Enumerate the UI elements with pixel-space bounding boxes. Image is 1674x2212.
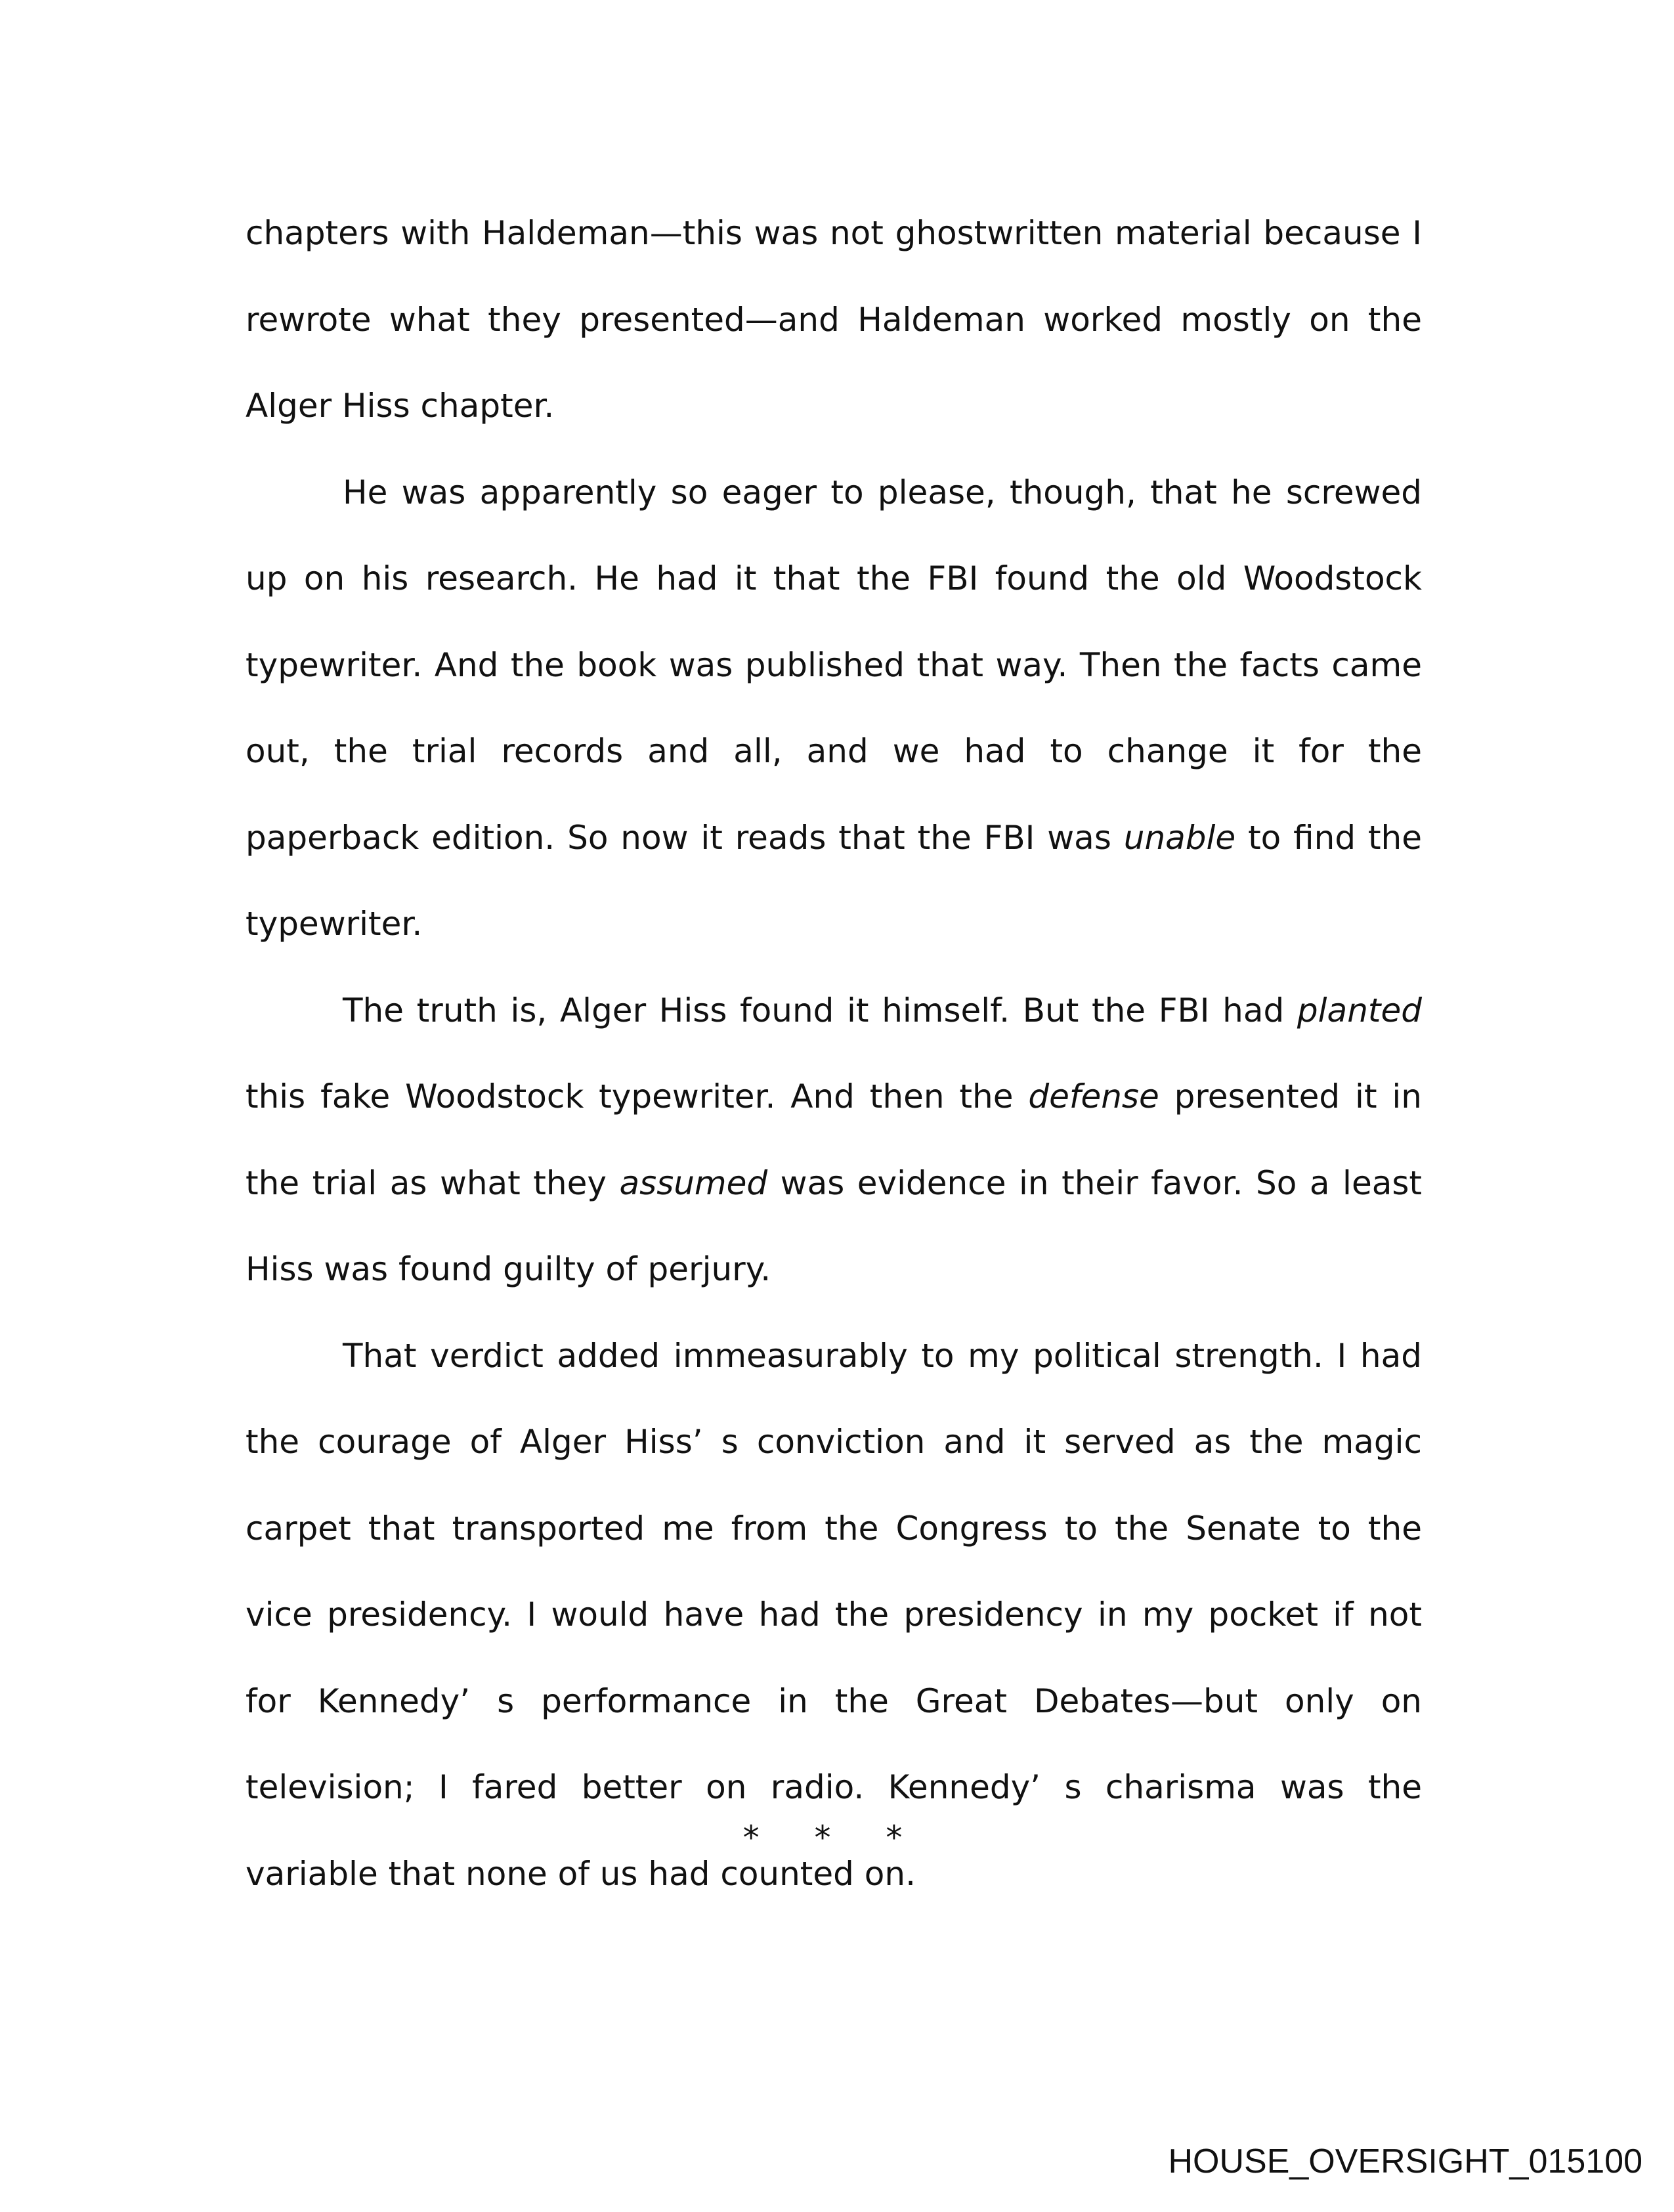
paragraph-3 [246,968,1422,1313]
paragraph-text: chapters with Haldeman—this was not ghostwritten material because I rewrote what they presented—and Haldeman worked mostly on the Alger Hiss chapter. [246,214,1422,425]
emphasis-text: assumed [619,1163,768,1202]
bates-number: HOUSE_OVERSIGHT_015100 [1168,2142,1642,2180]
paragraph-text: That verdict added immeasurably to my political strength. I had the courage of Alger Hiss’ s conviction and it served as the magic carpet that transported me from the Congress to the Senate to the vice presidency. I would have had the presidency in my pocket if not for Kennedy’ s performance in the Great Debates—but only on television; I fared better on radio. Kennedy’ s charisma was the variable that none of us had counted on. [246,1336,1422,1893]
paragraph-2 [246,450,1422,968]
paragraph-text: The truth is, Alger Hiss found it himself. But the FBI had [343,991,1297,1030]
paragraph-text: was evidence in their favor. So a least Hiss was found guilty of perjury. [246,1163,1422,1288]
paragraph-text: presented it in the trial as what they [246,1077,1422,1202]
emphasis-text: unable [1123,818,1236,857]
section-break: * * * [742,1819,925,1857]
paragraph-text: this fake Woodstock typewriter. And then the [246,1077,1029,1116]
document-body [246,190,1422,1917]
paragraph-1 [246,190,1422,450]
paragraph-text: to find the typewriter. [246,818,1423,943]
emphasis-text: planted [1297,991,1422,1030]
paragraph-text: He was apparently so eager to please, though, that he screwed up on his research. He had it that the FBI found the old Woodstock typewriter. And the book was published that way. Then the facts came out, the trial records and all, and we had to change it for the paperback edition. So now it reads that the FBI was [246,473,1422,857]
emphasis-text: defense [1028,1077,1159,1116]
